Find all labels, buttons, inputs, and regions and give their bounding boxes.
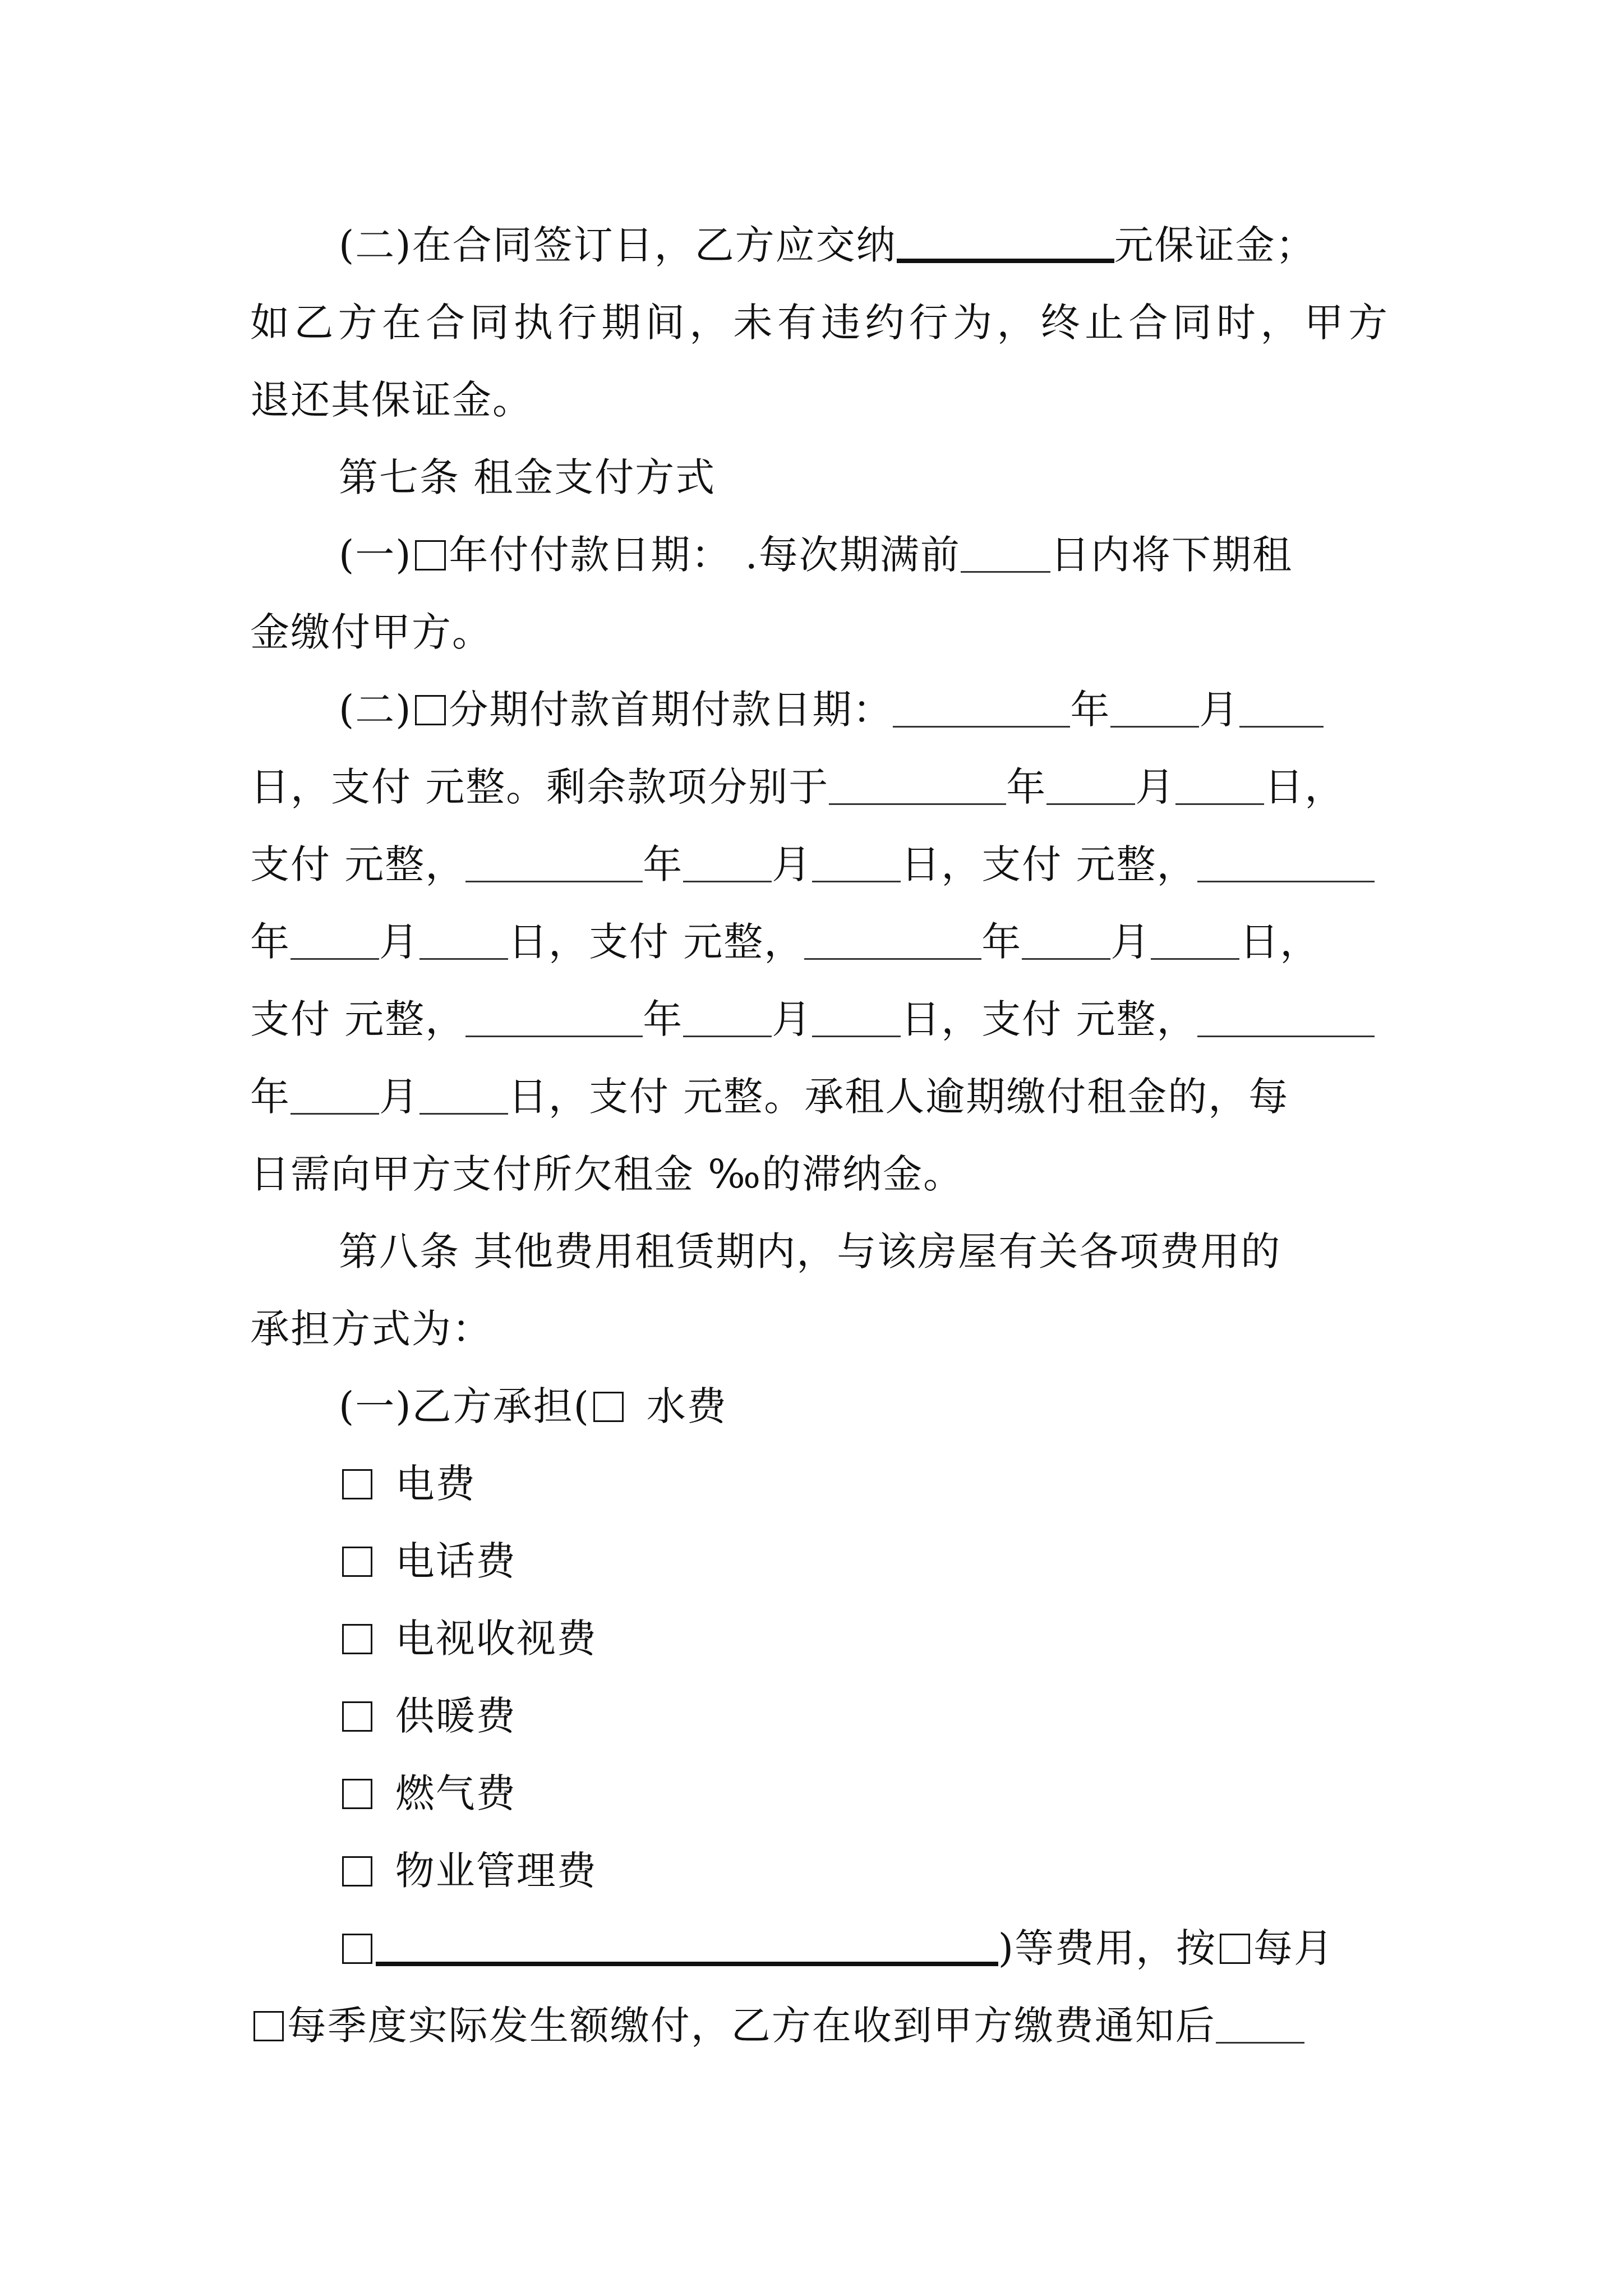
text-segment: 日，支付 元整， <box>901 996 1197 1042</box>
electricity-fee-checkbox[interactable] <box>342 1469 373 1500</box>
deposit-amount-blank[interactable] <box>897 220 1114 264</box>
paragraph-line <box>250 361 1389 439</box>
installment-line <box>250 748 1389 826</box>
text-segment: 第八条 其他费用租赁期内，与该房屋有关各项费用的 <box>339 1228 1281 1274</box>
text-segment: 月 <box>379 1074 419 1120</box>
text-segment: 年 <box>643 996 684 1042</box>
year-blank[interactable] <box>829 762 1006 806</box>
text-segment: 退还其保证金。 <box>250 377 533 423</box>
days-blank[interactable] <box>961 530 1050 573</box>
deposit-clause <box>339 206 1477 284</box>
month-blank[interactable] <box>1110 685 1199 728</box>
text-segment: 供暖费 <box>395 1693 517 1739</box>
day-blank[interactable] <box>1151 917 1239 960</box>
annual-payment-option <box>339 516 1477 593</box>
other-fee-checkbox[interactable] <box>342 1934 373 1964</box>
monthly-checkbox[interactable] <box>1220 1934 1251 1964</box>
text-segment: 年 <box>250 919 291 965</box>
text-segment: 月 <box>772 841 813 887</box>
text-segment: 第七条 租金支付方式 <box>339 454 716 500</box>
text-segment: 日， <box>1239 919 1321 965</box>
day-blank[interactable] <box>1175 762 1264 806</box>
text-segment: 水费 <box>646 1383 727 1429</box>
fee-item <box>339 1600 1477 1677</box>
tv-fee-checkbox[interactable] <box>342 1624 373 1655</box>
day-blank[interactable] <box>1239 685 1324 728</box>
month-blank[interactable] <box>291 1072 379 1115</box>
text-segment: 每季度实际发生额缴付，乙方在收到甲方缴费通知后 <box>287 2003 1216 2049</box>
text-segment: 日，支付 元整。剩余款项分别于 <box>250 764 829 810</box>
text-segment: 如乙方在合同执行期间，未有违约行为，终止合同时，甲方 <box>250 300 1389 346</box>
fee-item <box>339 1677 1477 1755</box>
text-segment: )等费用，按 <box>998 1925 1217 1971</box>
installment-checkbox[interactable] <box>415 695 446 726</box>
text-segment: 日，支付 元整。承租人逾期缴付租金的，每 <box>508 1074 1289 1120</box>
payment-frequency-line <box>250 1987 1389 2064</box>
year-blank[interactable] <box>804 917 981 960</box>
year-blank[interactable] <box>1197 840 1375 883</box>
text-segment: 承担方式为： <box>250 1306 492 1352</box>
text-segment: 支付 元整， <box>250 996 466 1042</box>
text-segment: (一)乙方承担( <box>339 1383 590 1429</box>
text-segment: 月 <box>1110 919 1151 965</box>
text-segment: 日内将下期租 <box>1050 532 1293 578</box>
paragraph-line <box>250 1135 1389 1213</box>
text-segment: 日， <box>1264 764 1345 810</box>
text-segment: 元保证金； <box>1114 222 1316 268</box>
fee-item <box>339 1445 1477 1522</box>
other-fee-blank[interactable] <box>376 1924 998 1967</box>
text-segment: 电费 <box>395 1461 476 1507</box>
text-segment: 月 <box>1199 687 1240 733</box>
text-segment: 年 <box>1006 764 1047 810</box>
text-segment: 月 <box>1135 764 1176 810</box>
paragraph-line <box>250 593 1389 671</box>
day-blank[interactable] <box>419 1072 508 1115</box>
gas-fee-checkbox[interactable] <box>342 1779 373 1810</box>
year-blank[interactable] <box>1197 995 1375 1038</box>
text-segment: 年 <box>981 919 1022 965</box>
paragraph-line <box>250 284 1389 361</box>
installment-line <box>250 826 1389 903</box>
day-blank[interactable] <box>812 995 901 1038</box>
text-segment: 物业管理费 <box>395 1848 597 1894</box>
installment-option <box>339 671 1477 748</box>
installment-line <box>250 903 1389 981</box>
text-segment: 支付 元整， <box>250 841 466 887</box>
text-segment: 月 <box>379 919 419 965</box>
month-blank[interactable] <box>683 995 772 1038</box>
year-blank[interactable] <box>465 995 643 1038</box>
text-segment: 月 <box>772 996 813 1042</box>
month-blank[interactable] <box>1046 762 1135 806</box>
text-segment: (一) <box>339 532 412 578</box>
installment-line <box>250 1058 1389 1135</box>
month-blank[interactable] <box>1022 917 1110 960</box>
text-segment: (二)在合同签订日，乙方应交纳 <box>339 222 897 268</box>
text-segment: 燃气费 <box>395 1770 517 1816</box>
text-segment: 金缴付甲方。 <box>250 609 492 655</box>
property-fee-checkbox[interactable] <box>342 1856 373 1887</box>
phone-fee-checkbox[interactable] <box>342 1547 373 1577</box>
heating-fee-checkbox[interactable] <box>342 1701 373 1732</box>
text-segment: 分期付款首期付款日期： <box>449 687 893 733</box>
fee-item <box>339 1522 1477 1600</box>
other-fee-line <box>339 1910 1477 1987</box>
text-segment: 电视收视费 <box>395 1616 597 1662</box>
annual-payment-checkbox[interactable] <box>415 540 446 571</box>
quarterly-checkbox[interactable] <box>253 2011 284 2042</box>
text-segment: 年 <box>643 841 684 887</box>
installment-line <box>250 981 1389 1058</box>
water-fee-checkbox[interactable] <box>593 1392 624 1423</box>
article-8-heading <box>339 1213 1477 1290</box>
day-blank[interactable] <box>419 917 508 960</box>
month-blank[interactable] <box>683 840 772 883</box>
paragraph-line <box>250 1290 1389 1368</box>
text-segment: 日，支付 元整， <box>901 841 1197 887</box>
days-blank[interactable] <box>1216 2001 1304 2044</box>
text-segment: (二) <box>339 687 412 733</box>
year-blank[interactable] <box>465 840 643 883</box>
text-segment: 日需向甲方支付所欠租金 ‰的滞纳金。 <box>250 1151 964 1197</box>
text-segment: 年付付款日期： .每次期满前 <box>449 532 961 578</box>
fee-item <box>339 1755 1477 1832</box>
article-7-heading <box>339 439 1477 516</box>
text-segment: 每月 <box>1253 1925 1334 1971</box>
text-segment: 日，支付 元整， <box>508 919 805 965</box>
year-blank[interactable] <box>893 685 1070 728</box>
text-segment: 电话费 <box>395 1538 517 1584</box>
text-segment: 年 <box>250 1074 291 1120</box>
text-segment: 年 <box>1070 687 1111 733</box>
tenant-fees-line <box>339 1368 1477 1445</box>
fee-item <box>339 1832 1477 1910</box>
day-blank[interactable] <box>812 840 901 883</box>
month-blank[interactable] <box>291 917 379 960</box>
